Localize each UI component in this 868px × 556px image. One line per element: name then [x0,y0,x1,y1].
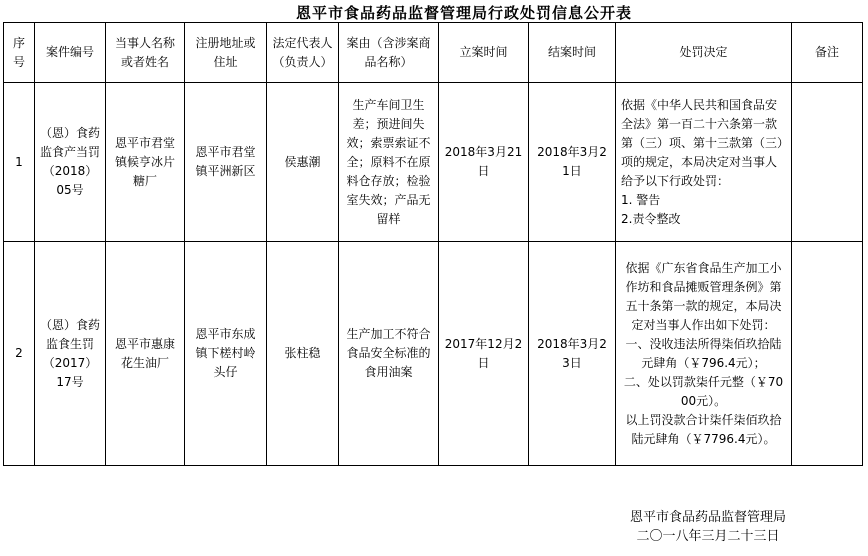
cell-party: 恩平市惠康花生油厂 [106,242,185,466]
cell-representative: 张柱稳 [267,242,339,466]
header-case-id: 案件编号 [35,23,106,83]
cell-address: 恩平市东成镇下槎村岭头仔 [185,242,267,466]
header-remark: 备注 [792,23,863,83]
cell-address: 恩平市君堂镇平洲新区 [185,83,267,242]
decision-line: 依据《中华人民共和国食品安全法》第一百二十六条第一款第（三）项、第十三款第（三）项的规定，本局决定对当事人给予以下行政处罚： [621,97,784,188]
cell-remark [792,242,863,466]
header-address: 注册地址或住址 [185,23,267,83]
cell-no: 2 [4,242,35,466]
header-cause: 案由（含涉案商品名称） [339,23,439,83]
cell-party: 恩平市君堂镇候亨冰片糖厂 [106,83,185,242]
cell-remark [792,83,863,242]
decision-line: 二、处以罚款柒仟元整（￥7000元）。 [623,374,784,408]
cell-no: 1 [4,83,35,242]
decision-line: 以上罚没款合计柒仟柒佰玖拾陆元肆角（￥7796.4元）。 [625,412,782,446]
header-row [4,23,863,83]
cell-cause: 生产车间卫生差；预进间失效；索票索证不全；原料不在原料仓存放；检验室失效；产品无留样 [339,83,439,242]
cell-representative: 侯惠潮 [267,83,339,242]
cell-filed-date: 2017年12月2日 [439,242,529,466]
header-filed-date: 立案时间 [439,23,529,83]
cell-closed-date: 2018年3月21日 [529,83,616,242]
header-decision: 处罚决定 [616,23,792,83]
cell-case-id: （恩）食药监食产当罚（2018）05号 [35,83,106,242]
table-row [4,83,863,242]
issue-date: 二〇一八年三月二十三日 [636,529,780,544]
table-row [4,242,863,466]
cell-case-id: （恩）食药监食生罚（2017）17号 [35,242,106,466]
header-representative: 法定代表人（负责人） [267,23,339,83]
decision-line: 一、没收违法所得柒佰玖拾陆元肆角（￥796.4元）； [625,336,782,370]
header-closed-date: 结案时间 [529,23,616,83]
cell-cause: 生产加工不符合食品安全标准的食用油案 [339,242,439,466]
cell-decision [616,242,792,466]
decision-line: 2.责令整改 [621,211,681,226]
page-title: 恩平市食品药品监督管理局行政处罚信息公开表 [295,4,632,22]
penalty-table [3,22,863,466]
issuing-agency: 恩平市食品药品监督管理局 [630,510,787,525]
signature-block [630,508,786,546]
decision-line: 依据《广东省食品生产加工小作坊和食品摊贩管理条例》第五十条第一款的规定，本局决定对当事人作出如下处罚： [625,260,782,332]
header-party: 当事人名称或者姓名 [106,23,185,83]
cell-filed-date: 2018年3月21日 [439,83,529,242]
header-no: 序号 [4,23,35,83]
cell-closed-date: 2018年3月23日 [529,242,616,466]
cell-decision [616,83,792,242]
decision-line: 1. 警告 [621,192,661,207]
